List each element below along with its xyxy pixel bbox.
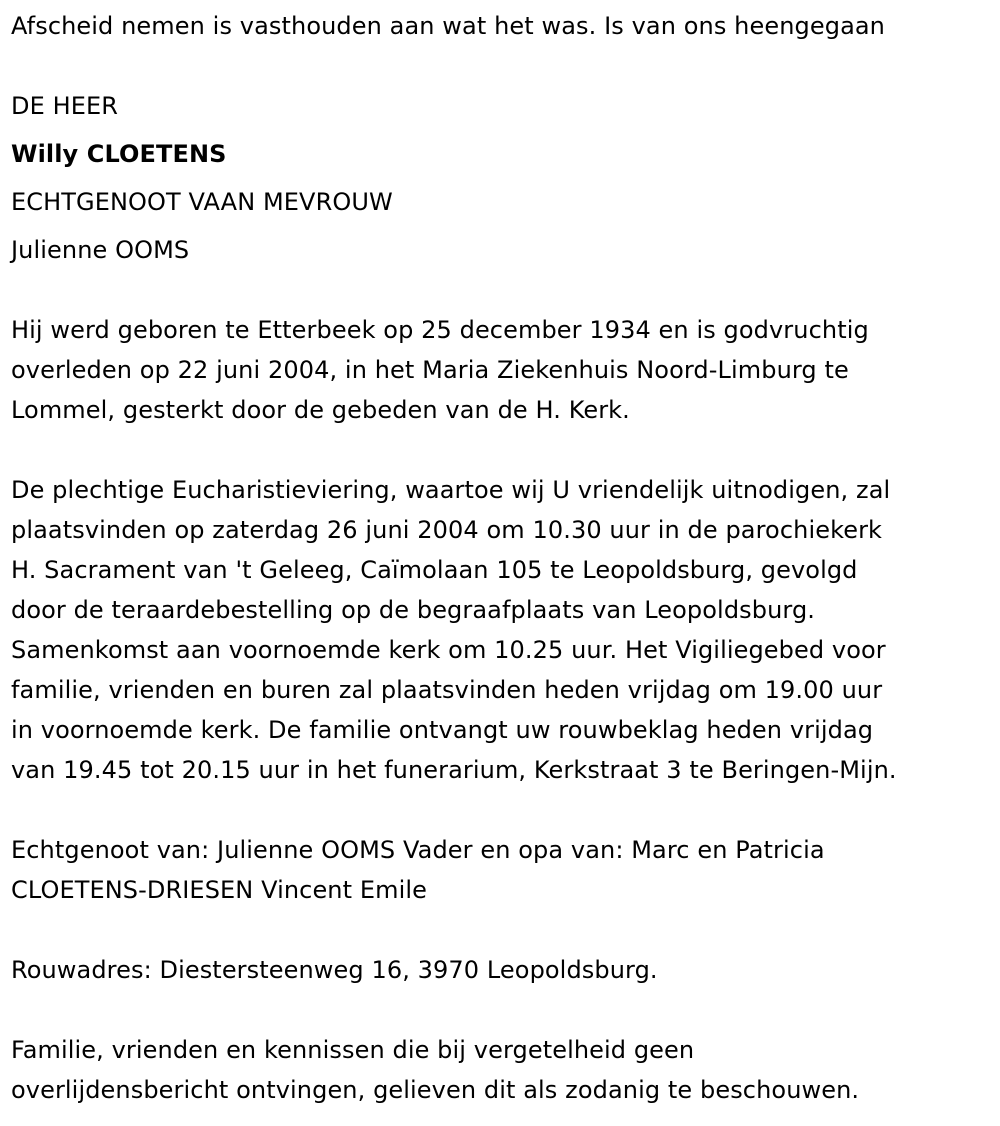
paragraph-line: Samenkomst aan voornoemde kerk om 10.25 uur. Het Vigiliegebed voor	[11, 636, 886, 664]
paragraph-line: Hij werd geboren te Etterbeek op 25 december 1934 en is godvruchtig	[11, 316, 869, 344]
spacer	[11, 990, 990, 1030]
mourning-address: Rouwadres: Diestersteenweg 16, 3970 Leopoldsburg.	[11, 956, 658, 984]
paragraph-line: familie, vrienden en buren zal plaatsvinden heden vrijdag om 19.00 uur	[11, 676, 883, 704]
spacer	[11, 270, 990, 310]
spacer	[11, 430, 990, 470]
spacer	[11, 910, 990, 950]
spacer	[11, 46, 990, 86]
paragraph-line: overleden op 22 juni 2004, in het Maria Ziekenhuis Noord-Limburg te	[11, 356, 849, 384]
honorific: DE HEER	[11, 92, 119, 120]
birth-death-paragraph	[11, 310, 990, 430]
paragraph-line: plaatsvinden op zaterdag 26 juni 2004 om 10.30 uur in de parochiekerk	[11, 516, 883, 544]
paragraph-line: De plechtige Eucharistieviering, waartoe wij U vriendelijk uitnodigen, zal	[11, 476, 891, 504]
spouse-intro: ECHTGENOOT VAAN MEVROUW	[11, 188, 393, 216]
relatives-paragraph	[11, 830, 990, 910]
closing-note-paragraph	[11, 1030, 990, 1110]
paragraph-line: overlijdensbericht ontvingen, gelieven dit als zodanig te beschouwen.	[11, 1076, 860, 1104]
ceremony-paragraph	[11, 470, 990, 790]
paragraph-line: H. Sacrament van 't Geleeg, Caïmolaan 105 te Leopoldsburg, gevolgd	[11, 556, 858, 584]
paragraph-line: CLOETENS-DRIESEN Vincent Emile	[11, 876, 428, 904]
opening-line: Afscheid nemen is vasthouden aan wat het was. Is van ons heengegaan	[11, 12, 885, 40]
spouse-name: Julienne OOMS	[11, 236, 190, 264]
paragraph-line: door de teraardebestelling op de begraafplaats van Leopoldsburg.	[11, 596, 816, 624]
spacer	[11, 790, 990, 830]
paragraph-line: Echtgenoot van: Julienne OOMS Vader en opa van: Marc en Patricia	[11, 836, 825, 864]
deceased-name: Willy CLOETENS	[11, 140, 227, 168]
paragraph-line: Lommel, gesterkt door de gebeden van de H. Kerk.	[11, 396, 630, 424]
paragraph-line: van 19.45 tot 20.15 uur in het funerarium, Kerkstraat 3 te Beringen-Mijn.	[11, 756, 897, 784]
paragraph-line: Familie, vrienden en kennissen die bij vergetelheid geen	[11, 1036, 695, 1064]
paragraph-line: in voornoemde kerk. De familie ontvangt uw rouwbeklag heden vrijdag	[11, 716, 874, 744]
